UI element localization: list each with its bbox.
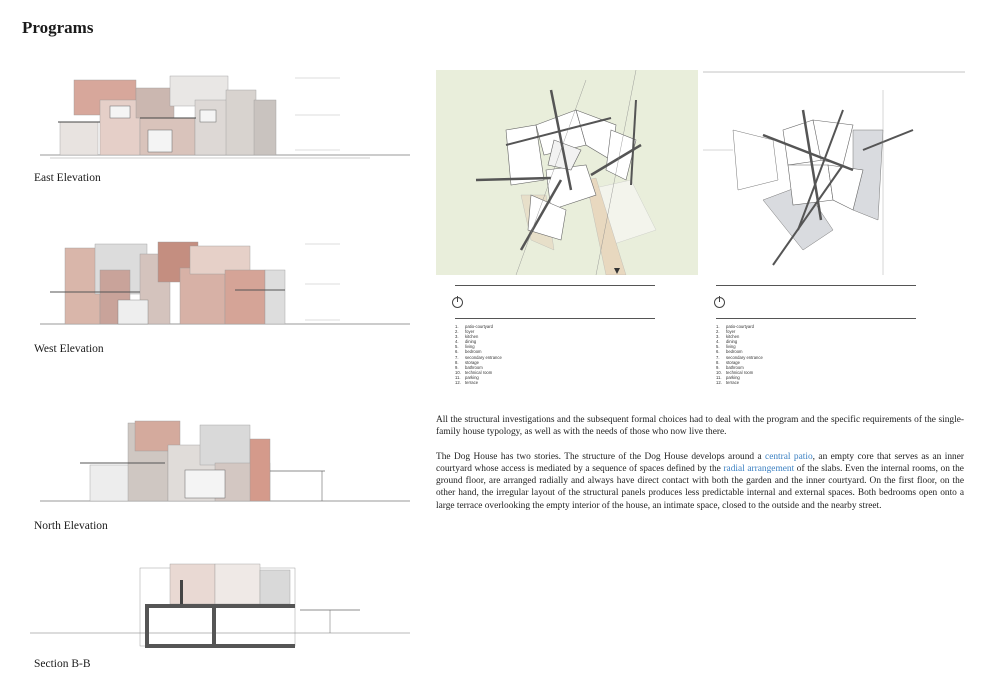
legend-item: 12. terrace [455,380,479,386]
legend-item: 11. parking [455,374,479,380]
legend-item: 5. living [716,344,736,350]
description-paragraph-1: All the structural investigations and the subsequent formal choices had to deal with the program and the specific requirements of the single-family house typology, as well as with the needs of those who now live there. [436,415,964,438]
description-text [436,414,964,524]
legend-item: 7. secondary entrance [716,354,763,360]
west-elevation-drawing [40,240,410,330]
first-plan-legend-divider [716,318,916,319]
legend-item: 3. kitchen [455,334,479,340]
description-paragraph-2: The Dog House has two stories. The structure of the Dog House develops around a central patio, an empty core that serves as an inner courtyard whose access is mediated by a sequence of spaces defined by the radial arrangement of the slabs. Even the internal rooms, on the ground floor, are arranged radially and always have direct contact with both the garden and the inner courtyard. On the first floor, on the other hand, the irregular layout of the structural panels produces less predictable internal and external spaces. Both bedrooms open onto a large terrace overlooking the empty interior of the house, an intimate space, closed to the outside and the nearby street. [436,451,964,511]
legend-item: 11. parking [716,374,740,380]
legend-item: 1. patio-courtyard [716,324,754,329]
first-plan-north-arrow [714,297,725,308]
first-plan-divider [716,285,916,286]
legend-item: 1. patio-courtyard [455,324,493,329]
ground-plan-legend [455,324,502,385]
legend-item: 9. bathroom [716,364,744,370]
north-elevation-caption: North Elevation [34,520,108,532]
legend-item: 4. dining [716,339,738,345]
legend-item: 2. foyer [455,329,475,335]
east-elevation-drawing [40,70,410,165]
central-patio-link[interactable]: central patio [765,451,813,462]
page-title: Programs [22,18,94,37]
section-bb-caption: Section B-B [34,658,91,670]
ground-plan-north-arrow [452,297,463,308]
legend-item: 7. secondary entrance [455,354,502,360]
legend-item: 6. bedroom [716,349,743,355]
ground-floor-plan [436,70,698,275]
first-plan-legend [716,324,763,385]
legend-item: 4. dining [455,339,477,345]
east-elevation-caption: East Elevation [34,172,101,184]
legend-item: 8. storage [455,359,479,365]
legend-item: 6. bedroom [455,349,482,355]
ground-plan-divider [455,285,655,286]
legend-item: 10. technical room [716,369,754,375]
legend-item: 5. living [455,344,475,350]
section-bb-drawing [30,560,410,660]
legend-item: 9. bathroom [455,364,483,370]
legend-item: 8. storage [716,359,740,365]
first-floor-plan [703,70,965,275]
legend-item: 3. kitchen [716,334,740,340]
north-elevation-drawing [40,415,410,507]
radial-arrangement-link[interactable]: radial arrangement [723,463,795,474]
legend-item: 2. foyer [716,329,736,335]
legend-item: 12. terrace [716,380,740,386]
west-elevation-caption: West Elevation [34,343,104,355]
ground-plan-legend-divider [455,318,655,319]
legend-item: 10. technical room [455,369,493,375]
